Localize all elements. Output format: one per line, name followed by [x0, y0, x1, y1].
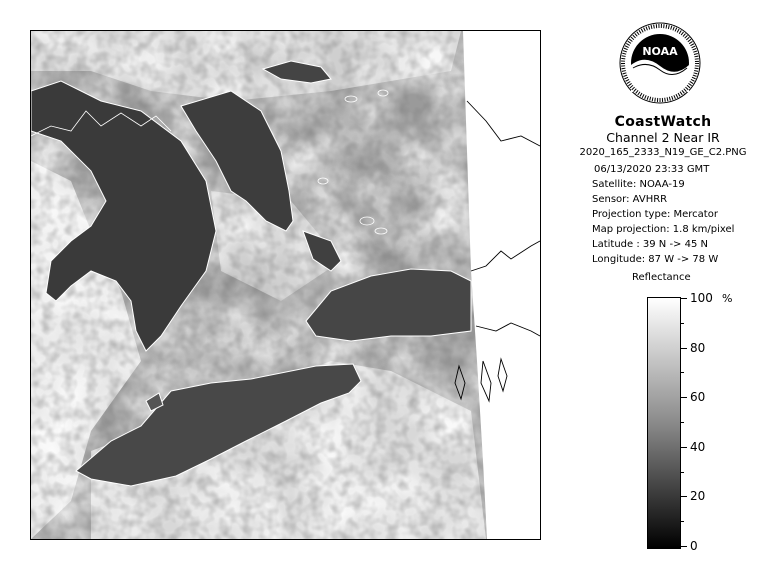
colorbar-title: Reflectance [632, 272, 691, 283]
sensor: Sensor: AVHRR [592, 194, 668, 205]
colorbar-tick-label: 60 [690, 390, 706, 405]
noaa-logo-icon [619, 22, 701, 104]
colorbar-tick-label: 20 [690, 489, 706, 504]
map-projection: Map projection: 1.8 km/pixel [592, 224, 735, 235]
colorbar-unit: % [722, 292, 733, 305]
colorbar-minor-tick [680, 422, 684, 423]
colorbar-tick-mark [680, 348, 687, 349]
colorbar-tick-mark [680, 496, 687, 497]
product-title: CoastWatch [614, 114, 712, 130]
colorbar-tick-mark [680, 546, 687, 547]
colorbar-tick-mark [680, 447, 687, 448]
colorbar-tick-mark [680, 397, 687, 398]
projection-type: Projection type: Mercator [592, 209, 718, 220]
colorbar-minor-tick [680, 323, 684, 324]
colorbar-tick-mark [680, 298, 687, 299]
reflectance-colorbar [647, 297, 681, 549]
longitude-range: Longitude: 87 W -> 78 W [592, 254, 719, 265]
latitude-range: Latitude : 39 N -> 45 N [592, 239, 708, 250]
colorbar-tick-label: 100 [690, 291, 713, 305]
colorbar-tick-label: 0 [690, 539, 698, 553]
file-name: 2020_165_2333_N19_GE_C2.PNG [579, 147, 747, 158]
colorbar-minor-tick [680, 521, 684, 522]
colorbar-tick-label: 80 [690, 340, 706, 355]
satellite: Satellite: NOAA-19 [592, 179, 685, 190]
colorbar-tick-label: 40 [690, 439, 706, 454]
logo-text: NOAA [642, 45, 678, 58]
channel-subtitle: Channel 2 Near IR [606, 130, 720, 145]
colorbar-minor-tick [680, 372, 684, 373]
satellite-image-map[interactable] [30, 30, 541, 540]
colorbar-minor-tick [680, 472, 684, 473]
datetime: 06/13/2020 23:33 GMT [594, 164, 710, 175]
